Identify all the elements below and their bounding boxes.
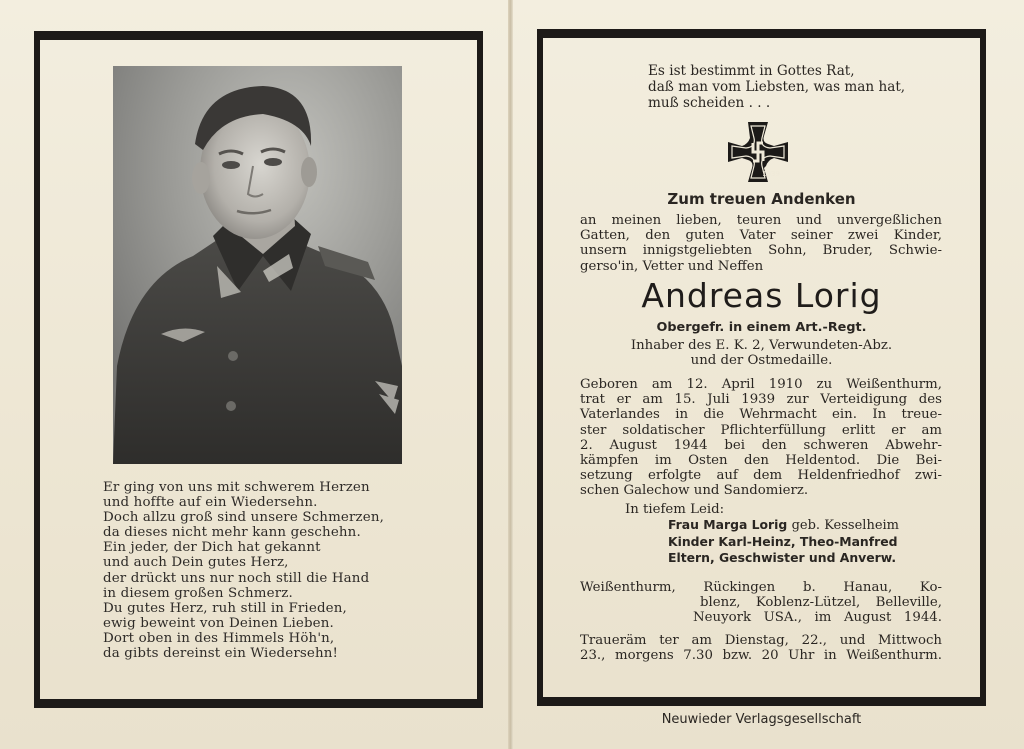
military-rank: Obergefr. in einem Art.-Regt. — [656, 320, 867, 335]
poem-line: Du gutes Herz, ruh still in Frieden, — [103, 600, 347, 616]
poem-line: und hoffte auf ein Wiedersehn. — [103, 495, 318, 511]
mourners-list — [668, 517, 942, 566]
biography-line: schen Galechow und Sandomierz. — [580, 483, 809, 499]
requiem-line: 23., morgens 7.30 bzw. 20 Uhr in Weißenthurm. — [580, 648, 942, 664]
mourner-wife-line — [668, 517, 942, 534]
deceased-name: Andreas Lorig — [641, 276, 882, 315]
poem-line: Dort oben in des Himmels Höh'n, — [103, 630, 335, 646]
poem-line: da dieses nicht mehr kann geschehn. — [103, 525, 361, 541]
biography-line: trat er am 15. Juli 1939 zur Verteidigung des — [580, 392, 942, 408]
places-text — [580, 580, 942, 626]
poem-line: und auch Dein gutes Herz, — [103, 555, 289, 571]
poem-line: Doch allzu groß sind unsere Schmerzen, — [103, 510, 385, 526]
soldier-portrait-photo — [113, 66, 402, 464]
biography-line: setzung erfolgte auf dem Heldenfriedhof zwi- — [580, 468, 942, 484]
verse-line: muß scheiden . . . — [648, 95, 771, 111]
biography-line: kämpfen im Osten den Heldentod. Die Bei- — [580, 453, 942, 469]
places-line: Weißenthurm, Rückingen b. Hanau, Ko- — [580, 580, 942, 595]
biography-line: ster soldatischer Pflichterfüllung erlitt er am — [580, 422, 942, 438]
publisher-imprint: Neuwieder Verlagsgesellschaft — [661, 712, 862, 727]
decorations-text — [537, 338, 986, 369]
mourner-children: Kinder Karl-Heinz, Theo-Manfred — [668, 534, 898, 549]
places-line: Neuyork USA., im August 1944. — [693, 610, 942, 626]
iron-cross-icon — [726, 120, 790, 184]
requiem-text — [580, 633, 942, 663]
decoration-line: und der Ostmedaille. — [690, 353, 833, 369]
poem-line: der drückt uns nur noch still die Hand — [103, 570, 370, 586]
verse-line: daß man vom Liebsten, was man hat, — [648, 79, 906, 95]
cross-year: 1939 — [762, 170, 780, 178]
memorial-poem — [103, 480, 433, 661]
dedication-line: gerso'in, Vetter und Neffen — [580, 258, 764, 274]
biography-text — [580, 377, 942, 499]
mourner-wife: Frau Marga Lorig — [668, 517, 788, 532]
mourner-others: Eltern, Geschwister und Anverw. — [668, 550, 897, 565]
verse-line: Es ist bestimmt in Gottes Rat, — [648, 63, 855, 79]
poem-line: ewig beweint von Deinen Lieben. — [103, 615, 334, 631]
biography-line: Geboren am 12. April 1910 zu Weißenthurm, — [580, 377, 942, 392]
biography-line: Vaterlandes in die Wehrmacht ein. In treue- — [580, 407, 942, 423]
memorial-title: Zum treuen Andenken — [667, 190, 856, 208]
mourner-wife-born: geb. Kesselheim — [791, 518, 899, 533]
poem-line: Ein jeder, der Dich hat gekannt — [103, 540, 321, 556]
requiem-line: Traueräm ter am Dienstag, 22., und Mittwoch — [580, 633, 942, 648]
biography-line: 2. August 1944 bei den schweren Abwehr- — [580, 437, 942, 453]
poem-line: da gibts dereinst ein Wiedersehn! — [103, 646, 339, 662]
dedication-line: unsern innigstgeliebten Sohn, Bruder, Schwie- — [580, 243, 942, 259]
dedication-line: an meinen lieben, teuren und unvergeßlichen — [580, 213, 942, 228]
opening-verse — [648, 63, 905, 111]
poem-line: in diesem großen Schmerz. — [103, 585, 293, 601]
dedication-line: Gatten, den guten Vater seiner zwei Kinder, — [580, 228, 942, 244]
card-fold — [508, 0, 513, 749]
decoration-line: Inhaber des E. K. 2, Verwundeten-Abz. — [630, 338, 893, 353]
dedication-text — [580, 213, 942, 274]
places-line: blenz, Koblenz-Lützel, Belleville, — [700, 595, 942, 611]
poem-line: Er ging von uns mit schwerem Herzen — [103, 480, 370, 495]
grief-intro: In tiefem Leid: — [625, 502, 725, 517]
